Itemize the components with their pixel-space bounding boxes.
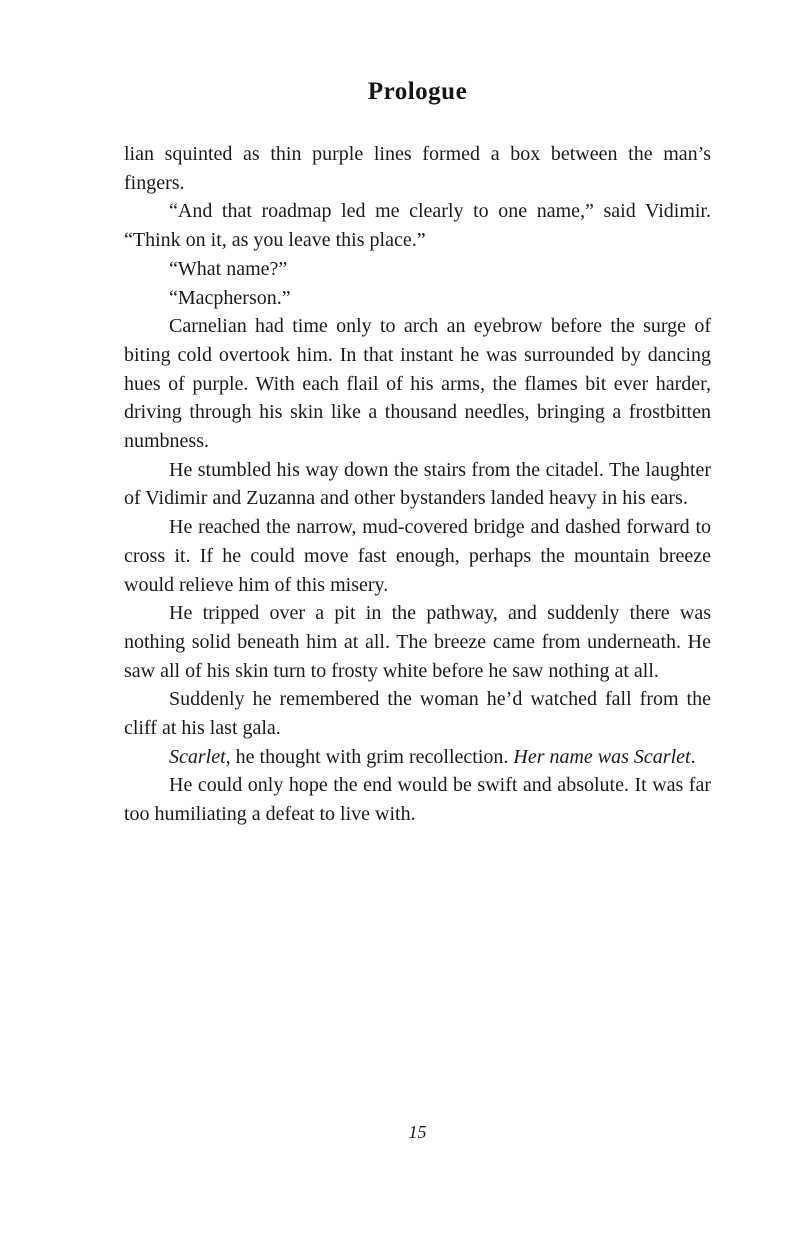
text-run: He tripped over a pit in the pathway, and suddenly there was nothing solid beneath him at all. The breeze came from underneath. He saw all of his skin turn to frosty white before he saw nothing at all. — [124, 602, 711, 682]
paragraph — [124, 456, 711, 513]
chapter-heading: Prologue — [367, 78, 468, 105]
paragraph — [124, 743, 711, 772]
text-run: , he thought with grim recollection. — [225, 745, 514, 768]
text-run: He could only hope the end would be swift and absolute. It was far too humiliating a defeat to live with. — [124, 774, 711, 826]
paragraph — [124, 685, 711, 742]
paragraph — [124, 771, 711, 828]
paragraph — [124, 312, 711, 456]
italic-text: Her name was Scarlet — [513, 745, 691, 768]
text-run: lian squinted as thin purple lines formed a box between the man’s fingers. — [124, 143, 711, 194]
paragraph — [124, 255, 711, 284]
text-run: Suddenly he remembered the woman he’d watched fall from the cliff at his last gala. — [124, 688, 711, 740]
paragraph — [124, 197, 711, 254]
text-run: “And that roadmap led me clearly to one name,” said Vidimir. “Think on it, as you leave this place.” — [124, 200, 711, 252]
text-run: “Macpherson.” — [169, 286, 291, 309]
text-run: . — [690, 745, 696, 768]
text-run: He reached the narrow, mud-covered bridge and dashed forward to cross it. If he could move fast enough, perhaps the mountain breeze would relieve him of this misery. — [124, 516, 711, 596]
italic-text: Scarlet — [169, 745, 226, 768]
paragraph — [124, 284, 711, 313]
paragraph — [124, 599, 711, 685]
page-number: 15 — [408, 1122, 427, 1142]
text-run: Carnelian had time only to arch an eyebrow before the surge of biting cold overtook him. In that instant he was surrounded by dancing hues of purple. With each flail of his arms, the flames bit ever harder, driving through his skin like a thousand needles, bringing a frostbitten numbness. — [124, 315, 711, 453]
paragraph — [124, 140, 711, 197]
text-run: “What name?” — [169, 257, 288, 280]
body-text — [124, 140, 711, 829]
paragraph — [124, 513, 711, 599]
text-run: He stumbled his way down the stairs from the citadel. The laughter of Vidimir and Zuzanna and other bystanders landed heavy in his ears. — [124, 458, 711, 510]
